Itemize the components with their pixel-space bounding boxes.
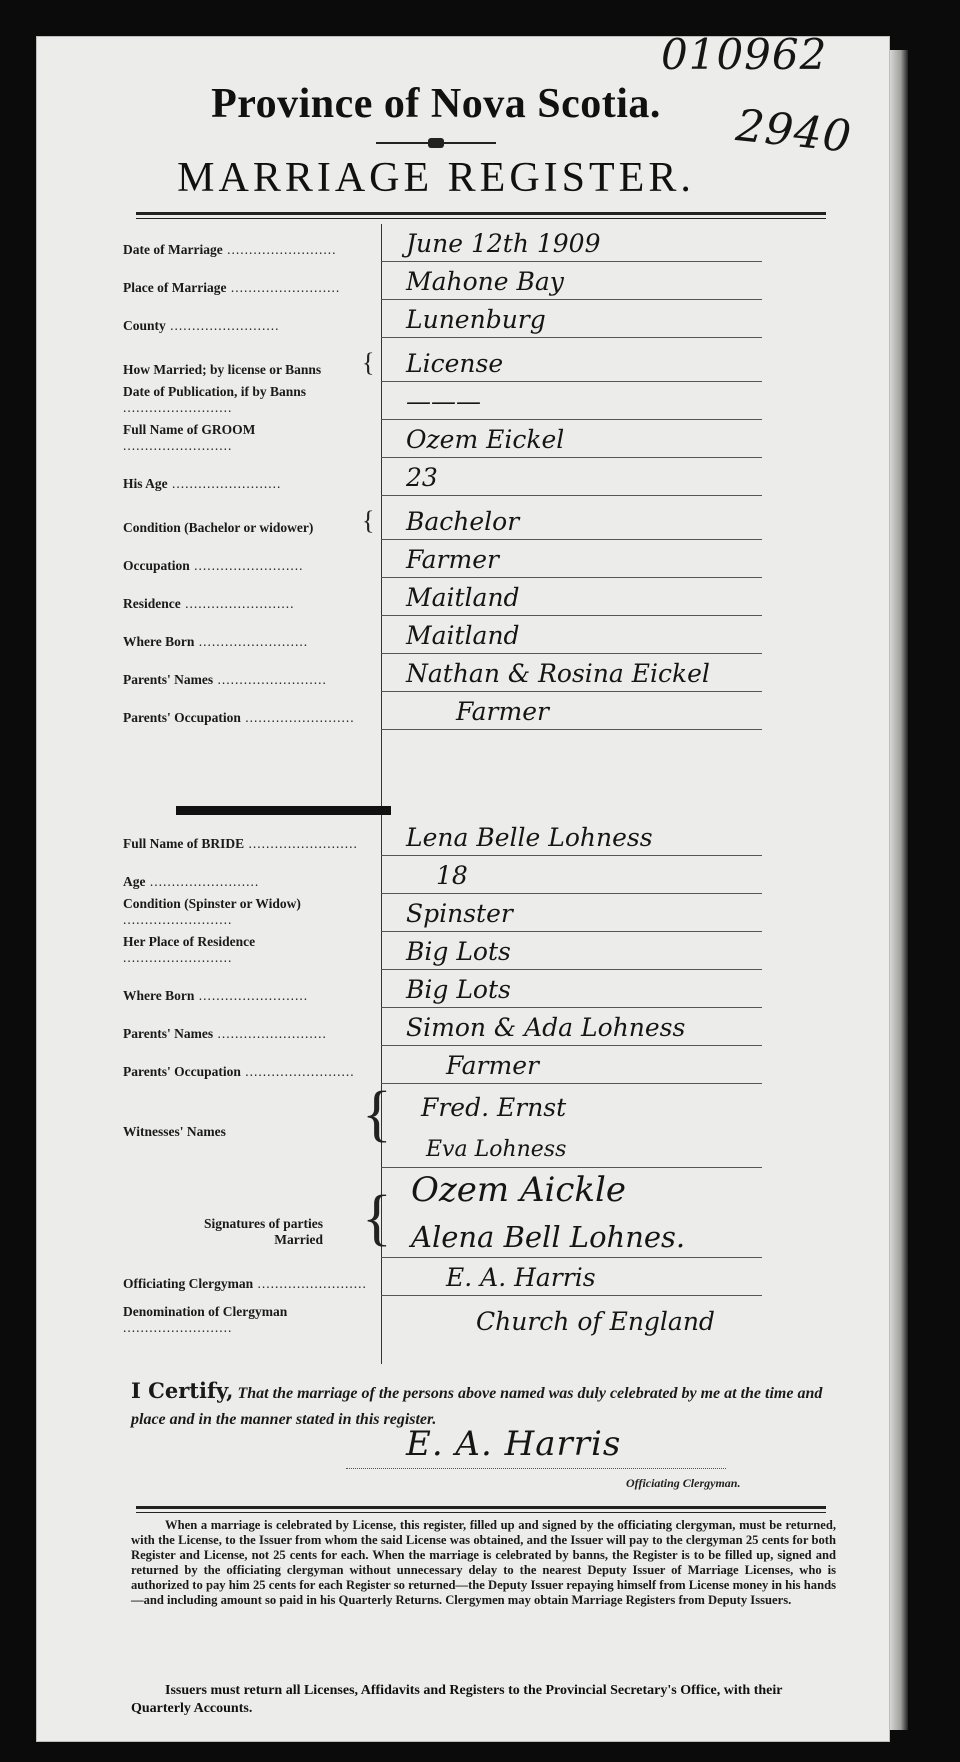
field-label: Residence ..... [123,596,368,612]
field-value: License [406,349,504,378]
field-value: Farmer [446,1051,539,1080]
field-value: Lena Belle Lohness [406,823,653,852]
signature-line [346,1468,726,1469]
instructions-text: When a marriage is celebrated by License, this register, filled up and signed by the officiating clergyman, must be returned, with the License, to the Issuer from whom the said License was obtained, and the Issuer will pay to the clergyman 25 cents for both Register and License, not 25 cents for each. When the marriage is celebrated by banns, the Register is to be filled up, signed and returned by the officiating clergyman without unnecessary delay to the nearest Deputy Issuer of Marriage Licenses, who is authorized to pay him 25 cents for each Register so returned—the Deputy Issuer repaying himself from License money in his hands—and including amount so paid in his Quarterly Returns. Clergymen may obtain Marriage Registers from Deputy Issuers. [131,1518,836,1607]
field-value: E. A. Harris [446,1263,596,1292]
field-label: Parents' Occupation ..... [123,1064,368,1080]
field-value: Simon & Ada Lohness [406,1013,686,1042]
field-value: Big Lots [406,975,511,1004]
field-denomination [36,1298,890,1340]
province-title: Province of Nova Scotia. [211,81,661,127]
field-label: Condition (Spinster or Widow) ..... [123,896,368,928]
field-groom-name [36,420,890,458]
header-rule-thin [136,218,826,219]
clergyman-signature: E. A. Harris [406,1424,622,1464]
field-label: How Married; by license or Banns [123,362,322,377]
field-label: Place of Marriage ..... [123,280,368,296]
field-label: Date of Publication, if by Banns ..... [123,384,368,416]
field-label: Parents' Occupation ..... [123,710,368,726]
header-rule [136,212,826,215]
field-bride-residence [36,932,890,970]
field-value: Ozem Eickel [406,425,565,454]
field-label: Date of Marriage ..... [123,242,368,258]
field-value: 23 [406,463,438,492]
field-date-of-publication [36,382,890,420]
field-value: Nathan & Rosina Eickel [406,659,710,688]
field-label: County ..... [123,318,368,334]
footer-rule-thin [136,1512,826,1513]
field-groom-parents-occupation [36,692,890,730]
paper-edge [890,50,908,1730]
field-bride-parents [36,1008,890,1046]
marriage-register-form [36,30,890,1742]
field-value: Maitland [406,583,520,612]
field-label: Age ..... [123,874,368,890]
field-value: Church of England [476,1307,715,1336]
title-ornament [376,138,496,148]
witness-1: Fred. Ernst [421,1093,567,1122]
field-value: 18 [436,861,468,890]
field-label: Parents' Names ..... [123,1026,368,1042]
register-title: MARRIAGE REGISTER. [177,155,695,201]
section-divider [176,806,391,815]
field-date-of-marriage [36,224,890,262]
field-value: Big Lots [406,937,511,966]
field-groom-residence [36,578,890,616]
field-signatures: Signatures of parties Married { Ozem Aickle Alena Bell Lohnes. [36,1168,890,1258]
field-groom-birthplace [36,616,890,654]
issuers-note: Issuers must return all Licenses, Affidavits and Registers to the Provincial Secretary's Office, with their Quarterly Accounts. [131,1683,783,1716]
field-bride-parents-occupation [36,1046,890,1084]
field-value: Farmer [456,697,549,726]
certify-text: That the marriage of the persons above named was duly celebrated by me at the time and place and in the manner stated in this register. [131,1385,823,1428]
reference-number: 2940 [733,100,855,163]
field-label: His Age ..... [123,476,368,492]
field-label: Where Born ..... [123,988,368,1004]
field-groom-condition: Condition (Bachelor or widower) { Bachelor [36,496,890,540]
register-number: 010962 [661,30,828,79]
witness-2: Eva Lohness [426,1137,567,1162]
field-value: ——— [406,387,481,416]
field-bride-name [36,818,890,856]
certify-heading: I Certify, [131,1378,234,1403]
field-label: Signatures of parties Married [203,1216,323,1247]
field-bride-birthplace [36,970,890,1008]
field-label: Witnesses' Names [123,1124,226,1139]
field-bride-age [36,856,890,894]
field-value: Mahone Bay [406,267,564,296]
field-label: Full Name of GROOM ..... [123,422,368,454]
field-county [36,300,890,338]
field-clergyman [36,1258,890,1296]
field-groom-age [36,458,890,496]
bride-signature: Alena Bell Lohnes. [411,1220,686,1254]
field-value: June 12th 1909 [406,229,601,258]
field-label: Her Place of Residence ..... [123,934,368,966]
field-label: Parents' Names ..... [123,672,368,688]
field-value: Lunenburg [406,305,546,334]
field-value: Spinster [406,899,513,928]
field-groom-occupation [36,540,890,578]
field-value: Maitland [406,621,520,650]
field-label: Condition (Bachelor or widower) [123,520,314,535]
field-witnesses: Witnesses' Names { Fred. Ernst Eva Lohness [36,1084,890,1168]
field-how-married: How Married; by license or Banns { License [36,338,890,382]
field-label: Officiating Clergyman ..... [123,1276,368,1292]
signature-label: Officiating Clergyman. [626,1476,741,1490]
groom-signature: Ozem Aickle [411,1170,627,1210]
field-label: Full Name of BRIDE ..... [123,836,368,852]
footer-rule [136,1506,826,1509]
field-value: Bachelor [406,507,520,536]
field-label: Where Born ..... [123,634,368,650]
field-groom-parents [36,654,890,692]
field-value: Farmer [406,545,499,574]
field-label: Denomination of Clergyman ..... [123,1304,368,1336]
field-place-of-marriage [36,262,890,300]
field-label: Occupation ..... [123,558,368,574]
field-bride-condition [36,894,890,932]
